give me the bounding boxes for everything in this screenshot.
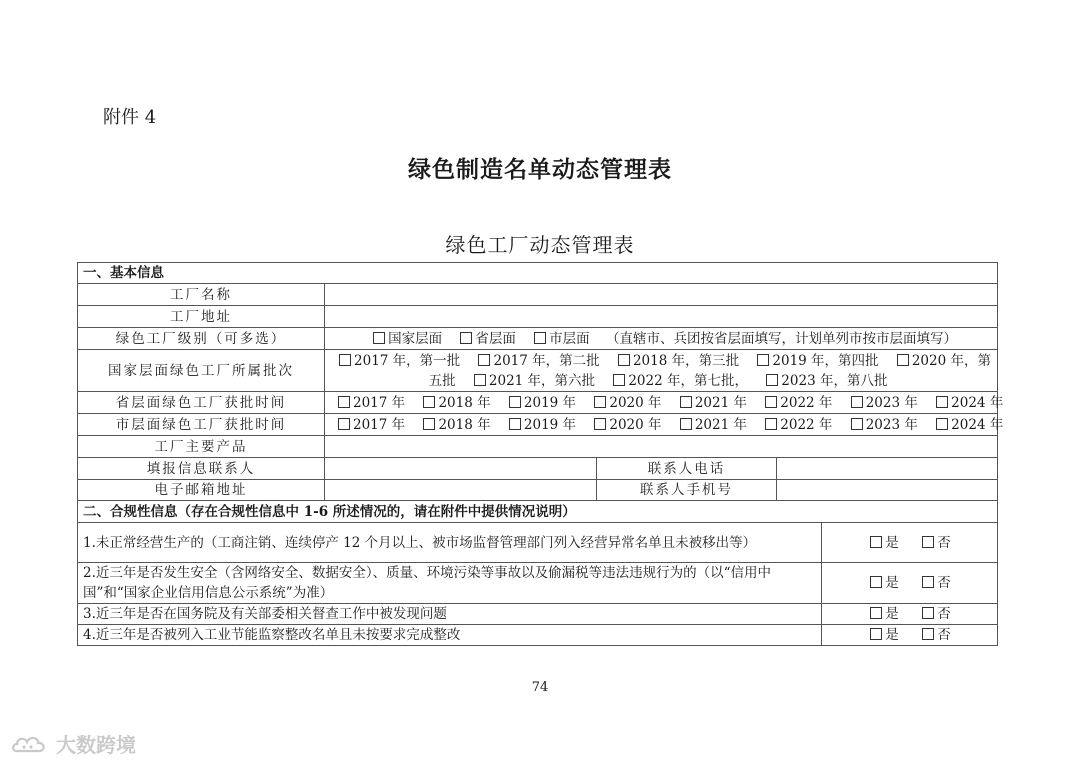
contact-phone-label: 联系人电话 [597,458,777,480]
checkbox-icon[interactable] [594,418,606,430]
year-option[interactable]: 2024 年 [934,417,1003,433]
city-time-label: 市层面绿色工厂获批时间 [78,414,325,436]
checkbox-icon[interactable] [897,354,909,366]
year-option[interactable]: 2019 年 [507,395,576,411]
checkbox-icon[interactable] [460,332,472,344]
compliance-item-1: 1.未正常经营生产的（工商注销、连续停产 12 个月以上、被市场监督管理部门列入经营异常名单且未被移出等） [78,523,822,563]
checkbox-icon[interactable] [594,396,606,408]
checkbox-icon[interactable] [338,418,350,430]
checkbox-icon[interactable] [766,374,778,386]
provincial-year-options [325,392,1004,414]
section-compliance-info: 二、合规性信息（存在合规性信息中 1-6 所述情况的，请在附件中提供情况说明） [78,501,998,523]
batch-option[interactable]: 2019 年，第四批 [755,353,878,369]
level-option-city[interactable]: 市层面 [532,331,590,347]
checkbox-icon[interactable] [680,418,692,430]
checkbox-icon[interactable] [423,418,435,430]
main-products-field[interactable] [325,436,998,458]
checkbox-icon[interactable] [509,418,521,430]
year-option[interactable]: 2018 年 [421,417,490,433]
checkbox-icon[interactable] [338,396,350,408]
batch-option[interactable]: 2017 年，第一批 [337,353,460,369]
checkbox-icon[interactable] [680,396,692,408]
yes-no-options: 是 否 [822,625,998,646]
checkbox-icon[interactable] [478,354,490,366]
factory-address-label: 工厂地址 [78,306,325,328]
checkbox-icon[interactable] [870,576,882,588]
year-option[interactable]: 2021 年 [678,417,747,433]
checkbox-icon[interactable] [870,536,882,548]
compliance-item-4: 4.近三年是否被列入工业节能监察整改名单且未按要求完成整改 [78,625,822,646]
year-option[interactable]: 2017 年 [336,417,405,433]
yes-no-options: 是 否 [822,604,998,625]
checkbox-icon[interactable] [922,628,934,640]
level-note: （直辖市、兵团按省层面填写，计划单列市按市层面填写） [605,330,957,347]
contact-person-field[interactable] [325,458,597,480]
year-option[interactable]: 2020 年 [592,417,661,433]
checkbox-icon[interactable] [423,396,435,408]
main-products-label: 工厂主要产品 [78,436,325,458]
yes-no-options: 是 否 [822,523,998,563]
checkbox-icon[interactable] [851,418,863,430]
checkbox-icon[interactable] [922,536,934,548]
year-option[interactable]: 2020 年 [592,395,661,411]
year-option[interactable]: 2024 年 [934,395,1003,411]
year-option[interactable]: 2022 年 [763,417,832,433]
page-number: 74 [531,680,549,695]
year-option[interactable]: 2023 年 [849,417,918,433]
provincial-time-label: 省层面绿色工厂获批时间 [78,392,325,414]
batch-option[interactable]: 2020 年，第五批 [428,352,991,389]
factory-address-field[interactable] [325,306,998,328]
watermark-text: 大数跨境 [56,733,136,757]
year-option[interactable]: 2017 年 [336,395,405,411]
email-label: 电子邮箱地址 [78,480,325,501]
checkbox-icon[interactable] [851,396,863,408]
year-option[interactable]: 2022 年 [763,395,832,411]
year-option[interactable]: 2018 年 [421,395,490,411]
checkbox-icon[interactable] [936,396,948,408]
checkbox-icon[interactable] [765,396,777,408]
factory-name-label: 工厂名称 [78,284,325,306]
checkbox-icon[interactable] [870,628,882,640]
checkbox-icon[interactable] [922,607,934,619]
management-form-table [77,262,1004,646]
level-option-provincial[interactable]: 省层面 [458,331,516,347]
attachment-label: 附件 4 [103,107,157,128]
checkbox-icon[interactable] [534,332,546,344]
checkbox-icon[interactable] [474,374,486,386]
checkbox-icon[interactable] [922,576,934,588]
checkbox-icon[interactable] [373,332,385,344]
compliance-item-2: 2.近三年是否发生安全（含网络安全、数据安全）、质量、环境污染等事故以及偷漏税等违法违规行为的（以“信用中国”和“国家企业信用信息公示系统”为准） [78,563,822,604]
factory-level-label: 绿色工厂级别（可多选） [78,328,325,350]
national-batch-options [325,350,998,392]
email-field[interactable] [325,480,597,501]
checkbox-icon[interactable] [339,354,351,366]
batch-option[interactable]: 2023 年，第八批 [764,373,887,389]
mobile-label: 联系人手机号 [597,480,777,501]
batch-option[interactable]: 2021 年，第六批 [472,373,595,389]
checkbox-icon[interactable] [765,418,777,430]
contact-phone-field[interactable] [777,458,998,480]
batch-option[interactable]: 2017 年，第二批 [476,353,599,369]
city-year-options [325,414,1004,436]
batch-option[interactable]: 2022 年，第七批， [611,373,748,389]
section-basic-info: 一、基本信息 [78,263,998,284]
checkbox-icon[interactable] [618,354,630,366]
factory-name-field[interactable] [325,284,998,306]
cloud-logo-icon [10,731,50,757]
checkbox-icon[interactable] [870,607,882,619]
yes-no-options: 是 否 [822,563,998,604]
national-batch-label: 国家层面绿色工厂所属批次 [78,350,325,392]
level-option-national[interactable]: 国家层面 [371,331,442,347]
table-title: 绿色工厂动态管理表 [445,233,635,257]
watermark [10,729,136,758]
checkbox-icon[interactable] [613,374,625,386]
compliance-item-3: 3.近三年是否在国务院及有关部委相关督查工作中被发现问题 [78,604,822,625]
factory-level-options [325,328,998,350]
mobile-field[interactable] [777,480,998,501]
checkbox-icon[interactable] [509,396,521,408]
batch-option[interactable]: 2018 年，第三批 [616,353,739,369]
checkbox-icon[interactable] [757,354,769,366]
year-option[interactable]: 2023 年 [849,395,918,411]
year-option[interactable]: 2019 年 [507,417,576,433]
document-title: 绿色制造名单动态管理表 [408,156,672,183]
year-option[interactable]: 2021 年 [678,395,747,411]
contact-person-label: 填报信息联系人 [78,458,325,480]
checkbox-icon[interactable] [936,418,948,430]
